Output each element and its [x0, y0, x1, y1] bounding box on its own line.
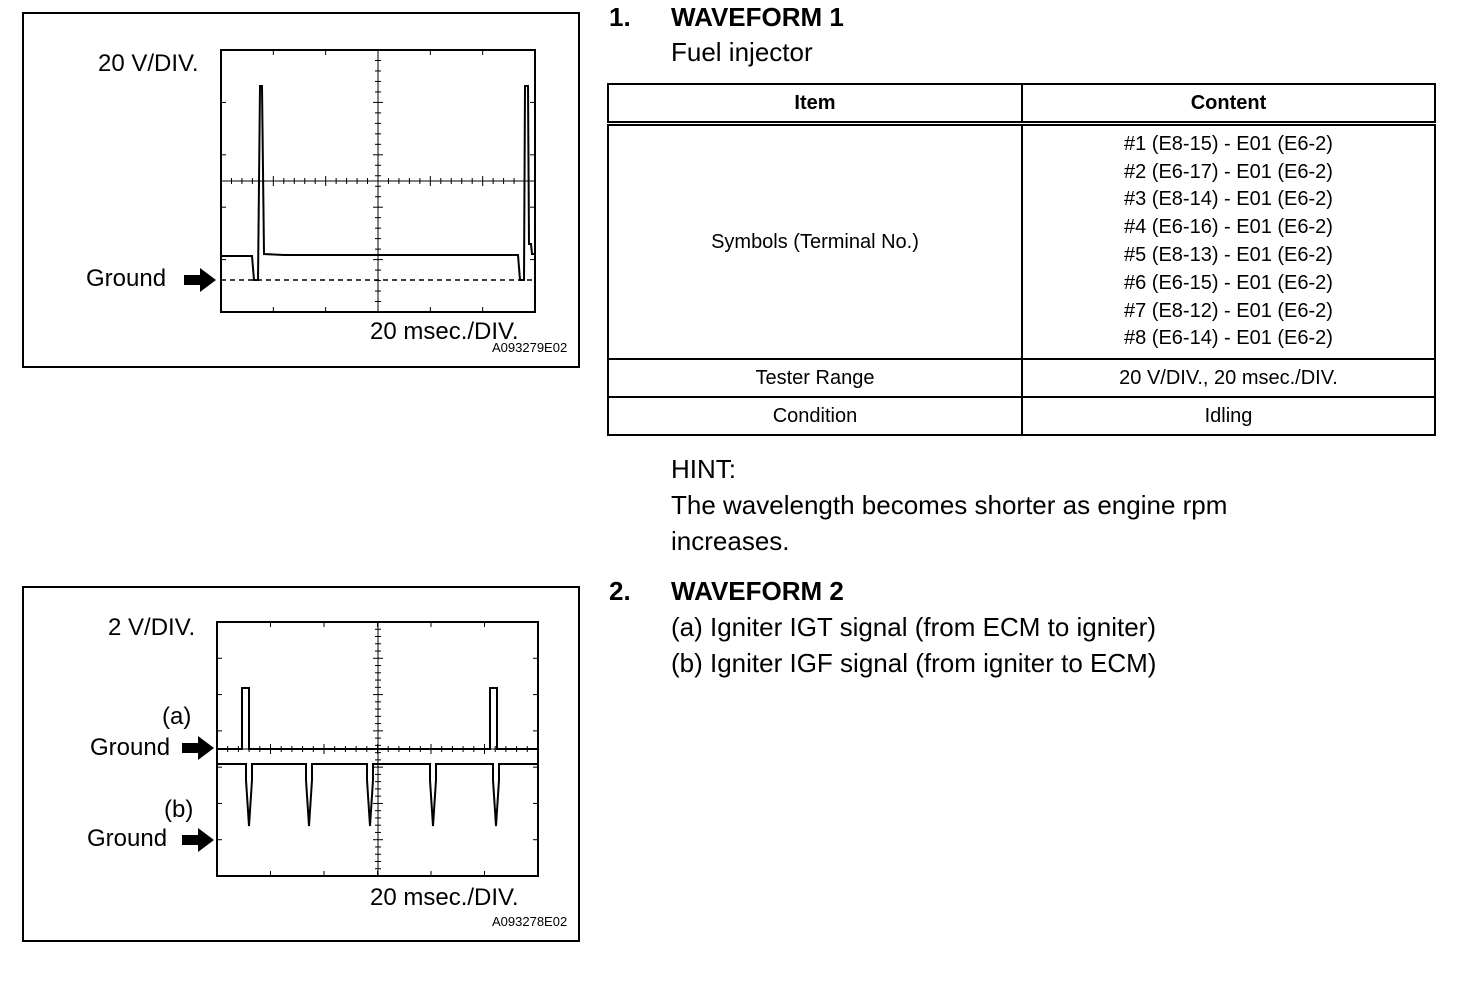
arrow-right-icon	[184, 268, 218, 292]
volt-div-label: 20 V/DIV.	[98, 50, 199, 77]
header-item: Item	[608, 84, 1022, 124]
hint-text-line1: The wavelength becomes shorter as engine rpm	[671, 490, 1228, 520]
table-row	[608, 359, 1435, 397]
ground-label: Ground	[86, 265, 167, 292]
row-content: 20 V/DIV., 20 msec./DIV.	[1022, 359, 1435, 397]
signal-a-label: (a)	[162, 703, 192, 730]
figure-code: A093278E02	[492, 914, 568, 929]
arrow-right-icon	[182, 828, 216, 852]
section2-title: WAVEFORM 2	[671, 576, 844, 606]
terminal-line: #7 (E8-12) - E01 (E6-2)	[1123, 299, 1333, 322]
row-content	[1022, 124, 1435, 360]
terminal-line: #5 (E8-13) - E01 (E6-2)	[1123, 244, 1333, 266]
waveform2-figure	[22, 586, 580, 942]
time-div-label: 20 msec./DIV.	[370, 884, 519, 911]
terminal-line: #6 (E6-15) - E01 (E6-2)	[1123, 271, 1333, 294]
table-row	[608, 124, 1435, 360]
terminal-line: #1 (E8-15) - E01 (E6-2)	[1123, 132, 1333, 155]
terminal-line: #8 (E6-14) - E01 (E6-2)	[1123, 327, 1333, 350]
arrow-right-icon	[182, 736, 216, 760]
hint-label: HINT:	[671, 454, 736, 484]
volt-div-label: 2 V/DIV.	[108, 614, 196, 641]
waveform1-figure	[22, 12, 580, 368]
ground-label-a: Ground	[90, 734, 171, 761]
hint-text-line2: increases.	[671, 526, 790, 556]
section2-number: 2.	[609, 576, 631, 606]
section1-subtitle: Fuel injector	[671, 37, 813, 67]
terminal-line: #4 (E6-16) - E01 (E6-2)	[1123, 216, 1333, 239]
spec-table	[607, 83, 1436, 436]
table-row	[608, 397, 1435, 435]
time-div-label: 20 msec./DIV.	[370, 318, 519, 345]
section1-number: 1.	[609, 2, 631, 32]
terminal-line: #2 (E6-17) - E01 (E6-2)	[1123, 160, 1333, 183]
row-item: Symbols (Terminal No.)	[608, 124, 1022, 360]
ground-label-b: Ground	[87, 825, 168, 852]
section1-title: WAVEFORM 1	[671, 2, 844, 32]
figure-code: A093279E02	[492, 340, 568, 355]
terminal-line: #3 (E8-14) - E01 (E6-2)	[1123, 188, 1333, 211]
row-content: Idling	[1022, 397, 1435, 435]
signal-b-label: (b)	[164, 796, 194, 823]
section2-line-b: (b) Igniter IGF signal (from igniter to ECM)	[671, 648, 1157, 678]
section2-line-a: (a) Igniter IGT signal (from ECM to igniter)	[671, 612, 1156, 642]
header-content: Content	[1022, 84, 1435, 124]
row-item: Condition	[608, 397, 1022, 435]
row-item: Tester Range	[608, 359, 1022, 397]
